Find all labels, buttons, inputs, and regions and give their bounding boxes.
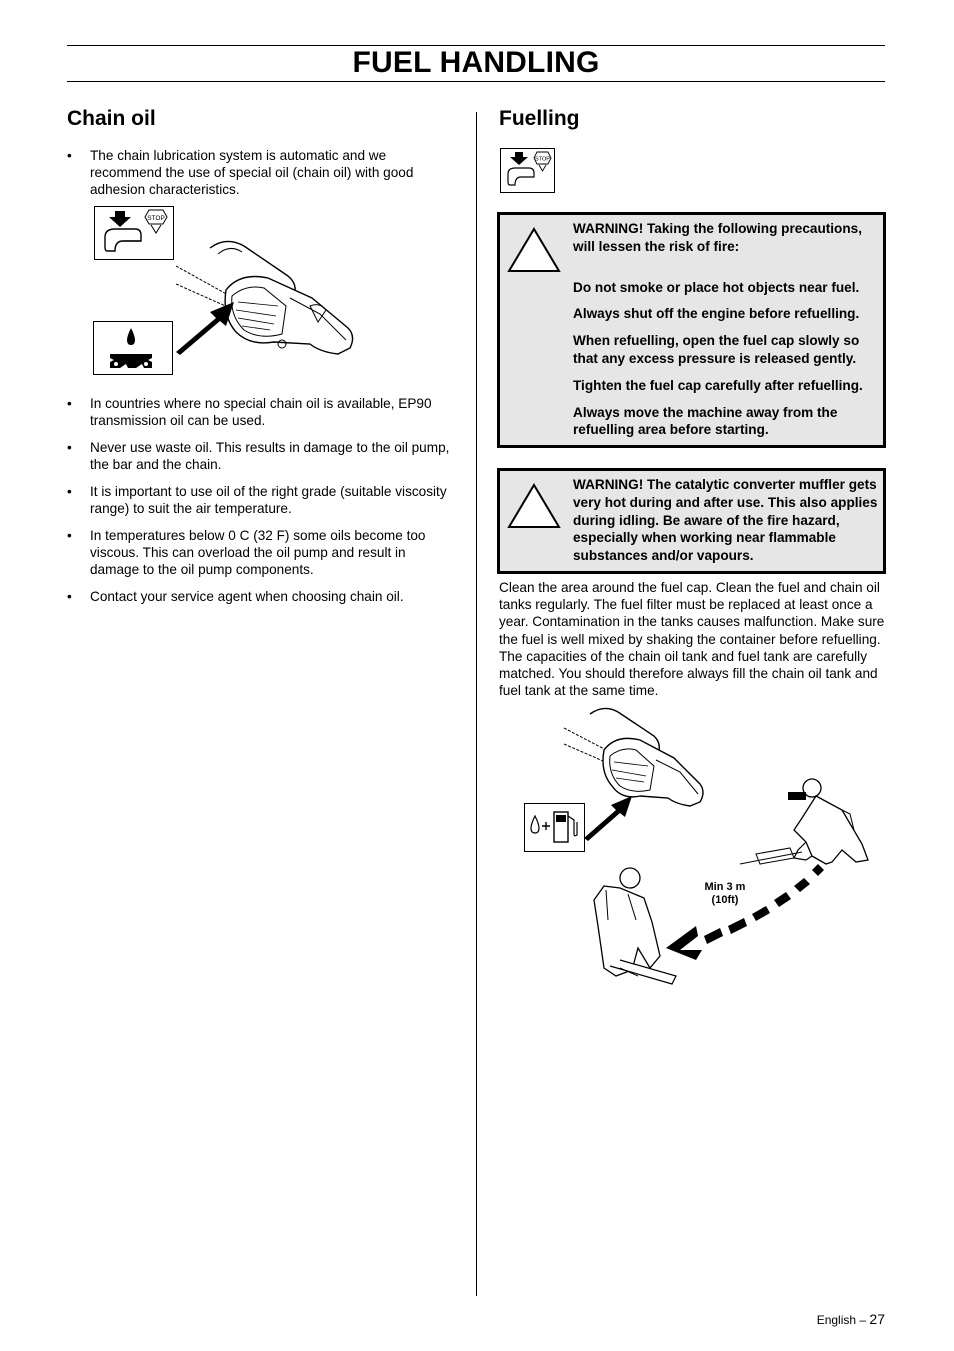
fuel-oil-icon-box [524, 803, 585, 852]
distance-imperial: (10ft) [711, 894, 739, 906]
muffler-warning-text [573, 471, 883, 571]
footer-separator: – [859, 1313, 867, 1327]
list-item: • Contact your service agent when choosing chain oil. [67, 588, 455, 605]
chain-oil-icon [94, 322, 172, 374]
chain-oil-bullets-bottom [67, 395, 455, 615]
warning-item: Tighten the fuel cap carefully after refuelling. [573, 377, 863, 393]
list-item: • In temperatures below 0 C (32 F) some oils become too viscous. This can overload the oil pump and result in damage to the oil pump components. [67, 527, 455, 579]
fuelling-heading: Fuelling [499, 107, 580, 130]
fuelling-body-text: Clean the area around the fuel cap. Clean the fuel and chain oil tanks regularly. The fuel filter must be replaced at least once a year. Contamination in the tanks causes malfunction. Make sure the fuel is well mixed by shaking the container before refuelling. The capacities of the chain oil tank and fuel tank are carefully matched. You should therefore always fill the chain oil tank and fuel tank at the same time. [499, 580, 885, 699]
chain-oil-bullets-top [67, 147, 455, 208]
warning-item: When refuelling, open the fuel cap slowly so that any excess pressure is released gently. [573, 333, 860, 366]
header-rule-bottom [67, 81, 885, 82]
kneeling-person-icon [740, 779, 868, 864]
arrow-icon [172, 296, 242, 356]
distance-metric: Min 3 m [704, 881, 746, 893]
fuel-pump-icon [525, 804, 584, 851]
warning-lead: WARNING! Taking the following precautions, will lessen the risk of fire: [573, 221, 862, 254]
page-number: 27 [869, 1311, 885, 1327]
page-footer [817, 1311, 885, 1327]
chain-oil-heading: Chain oil [67, 107, 156, 130]
warning-text: WARNING! The catalytic converter muffler gets very hot during and after use. This also applies during idling. Be aware of the fire hazard, especially when working near flammable substances and/or vapours. [573, 477, 878, 564]
fuelling-stop-icon-box [500, 148, 555, 193]
warning-item: Always move the machine away from the refuelling area before starting. [573, 404, 838, 438]
stop-engine-icon-box [94, 206, 174, 260]
muffler-warning-box [497, 468, 886, 574]
stop-engine-icon [501, 149, 554, 192]
warning-item: Always shut off the engine before refuelling. [573, 306, 860, 322]
distance-label [701, 881, 749, 907]
standing-person-icon [594, 868, 676, 984]
list-item: • The chain lubrication system is automatic and we recommend the use of special oil (chain oil) with good adhesion characteristics. [67, 147, 455, 199]
fire-warning-text [573, 215, 883, 445]
warning-triangle-icon [506, 225, 562, 275]
chain-oil-icon-box [93, 321, 173, 375]
stop-label: STOP [147, 215, 165, 222]
list-item: • It is important to use oil of the right grade (suitable viscosity range) to suit the air temperature. [67, 483, 455, 517]
footer-language: English [816, 1313, 857, 1327]
column-divider [476, 112, 477, 1296]
warning-item: Do not smoke or place hot objects near fuel. [573, 279, 860, 295]
list-item: • Never use waste oil. This results in damage to the oil pump, the bar and the chain. [67, 439, 455, 473]
fire-warning-box [497, 212, 886, 448]
page-title: FUEL HANDLING [352, 46, 600, 79]
stop-label: STOP [535, 156, 550, 163]
list-item: • In countries where no special chain oil is available, EP90 transmission oil can be used. [67, 395, 455, 429]
distance-arrow-icon [666, 864, 824, 960]
stop-engine-icon [95, 207, 173, 259]
warning-triangle-icon [506, 481, 562, 531]
